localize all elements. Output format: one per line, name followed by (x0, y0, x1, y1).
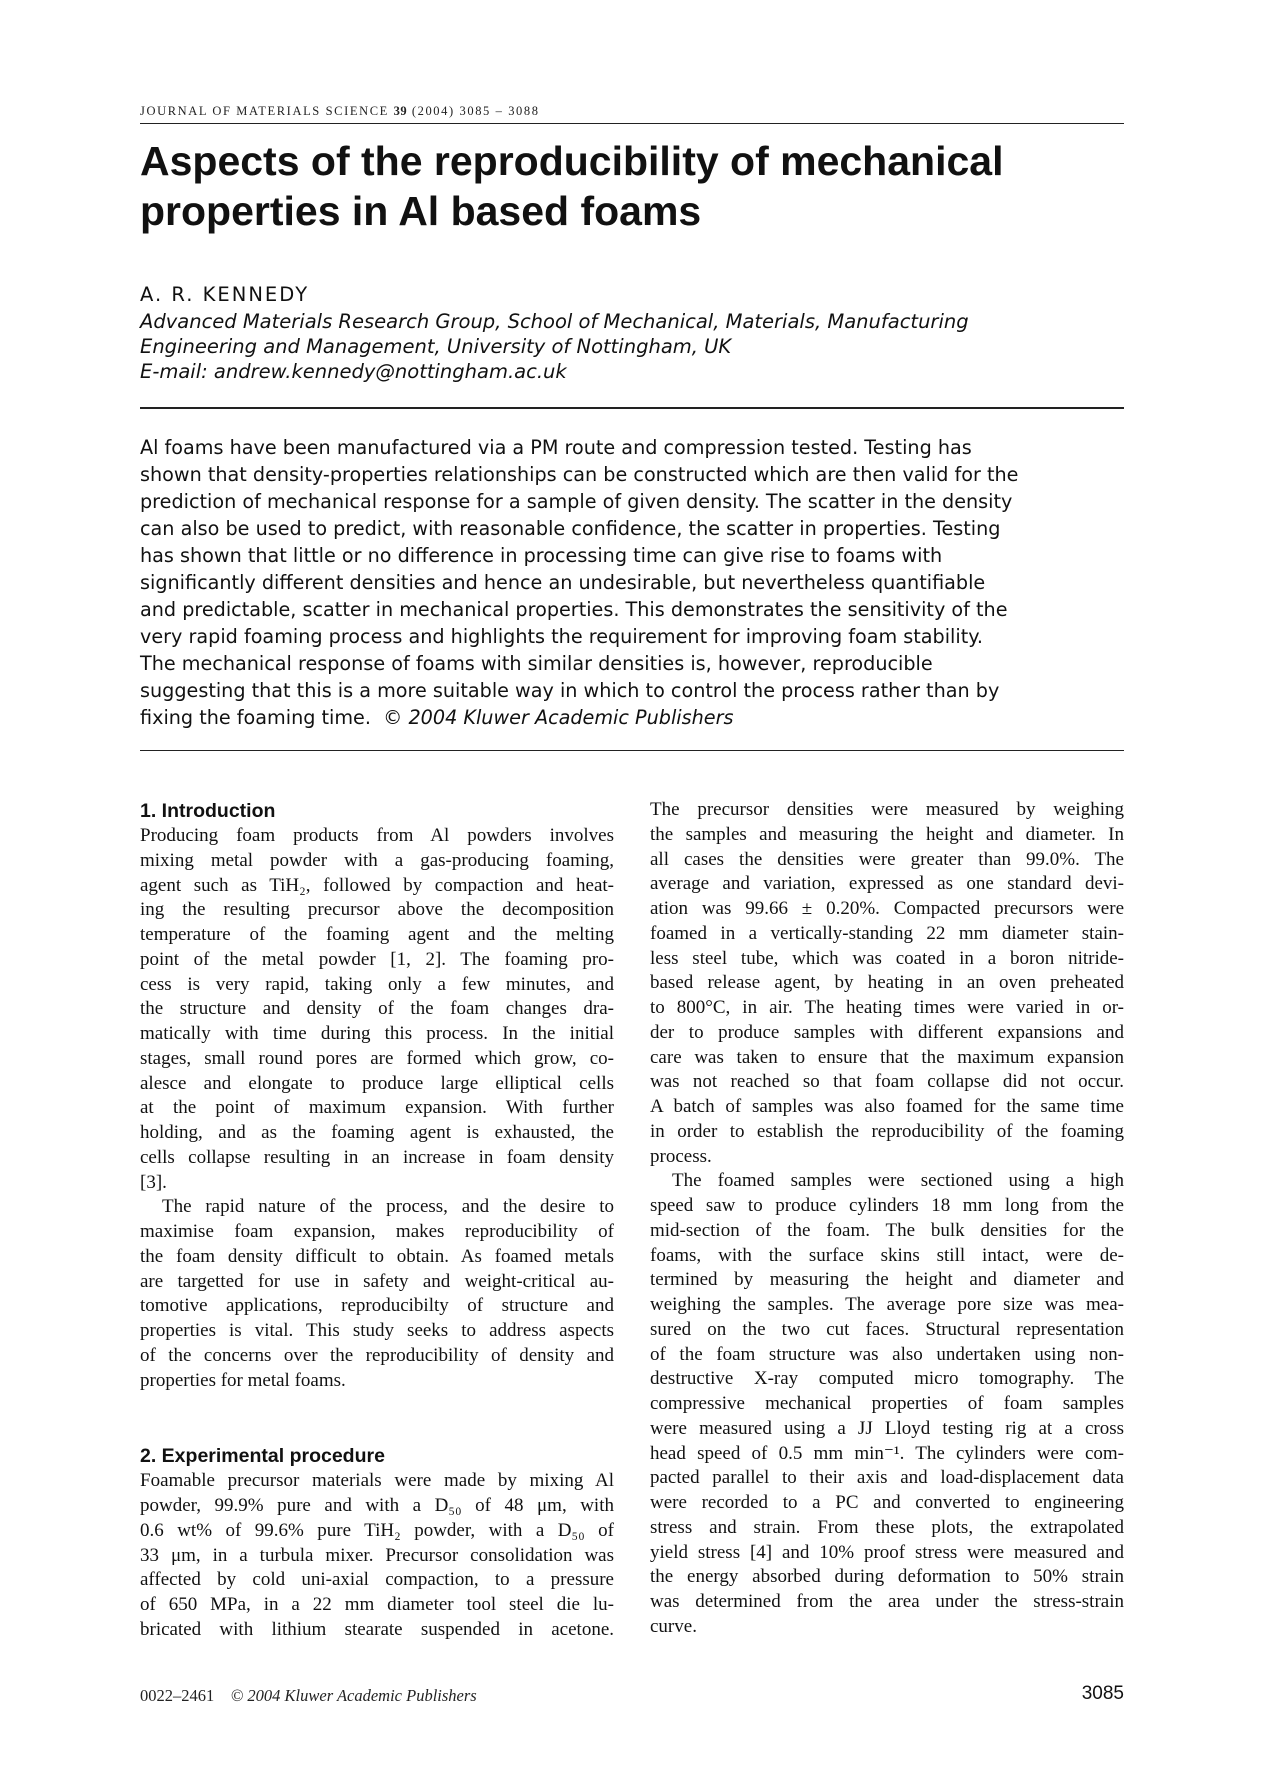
text-line: powder, 99.9% pure and with a D₅₀ of 48 μm, with (140, 1495, 614, 1516)
text-line: foamed in a vertically-standing 22 mm diameter stain- (650, 922, 1124, 944)
text-line: were recorded to a PC and converted to engineering (650, 1492, 1124, 1513)
footer-issn-copyright (140, 1686, 477, 1706)
abstract-line: very rapid foaming process and highlights the requirement for improving foam stability. (140, 625, 983, 648)
text-line: yield stress [4] and 10% proof stress were measured and (650, 1541, 1124, 1563)
journal-year-pages: (2004) 3085 – 3088 (411, 104, 540, 118)
text-line: [3]. (140, 1171, 167, 1193)
text-line: foams, with the surface skins still intact, were de- (650, 1244, 1124, 1266)
text-line: The foamed samples were sectioned using a high (672, 1170, 1124, 1192)
experimental-paragraph-3 (650, 1169, 1124, 1639)
text-line: to 800°C, in air. The heating times were varied in or- (650, 997, 1124, 1018)
text-line: speed saw to produce cylinders 18 mm long from the (650, 1195, 1124, 1216)
text-line: was not reached so that foam collapse did not occur. (650, 1071, 1124, 1093)
text-line: all cases the densities were greater than 99.0%. The (650, 848, 1124, 870)
abstract-line: suggesting that this is a more suitable way in which to control the process rather than by (140, 679, 1000, 702)
section-gap (140, 1393, 614, 1443)
abstract-bottom-rule (140, 750, 1124, 751)
text-line: compressive mechanical properties of foam samples (650, 1393, 1124, 1414)
paper-title (140, 136, 1124, 236)
text-line: care was taken to ensure that the maximum expansion (650, 1046, 1124, 1068)
text-line: cess is very rapid, taking only a few minutes, and (140, 973, 614, 995)
text-line: was determined from the area under the stress-strain (650, 1591, 1124, 1612)
text-line: process. (650, 1145, 712, 1167)
text-line: properties is vital. This study seeks to address aspects (140, 1320, 614, 1341)
text-line: were measured using a JJ Lloyd testing rig at a cross (650, 1417, 1124, 1439)
abstract-line: has shown that little or no difference in processing time can give rise to foams with (140, 544, 943, 567)
text-line: 0.6 wt% of 99.6% pure TiH₂ powder, with a D₅₀ of (140, 1519, 614, 1541)
abstract-last-text: fixing the foaming time. (140, 706, 371, 729)
text-line: ation was 99.66 ± 0.20%. Compacted precursors were (650, 898, 1124, 919)
text-line: agent such as TiH₂, followed by compaction and heat- (140, 874, 614, 896)
text-line: affected by cold uni-axial compaction, to a pressure (140, 1569, 614, 1591)
intro-paragraph-1 (140, 824, 614, 1195)
text-line: weighing the samples. The average pore size was mea- (650, 1294, 1124, 1315)
title-line: properties in Al based foams (140, 188, 702, 234)
abstract-line: Al foams have been manufactured via a PM route and compression tested. Testing has (140, 436, 972, 459)
text-line: the energy absorbed during deformation to 50% strain (650, 1566, 1124, 1588)
author-email: E-mail: andrew.kennedy@nottingham.ac.uk (140, 360, 567, 383)
journal-volume: 39 (393, 104, 408, 118)
text-line: less steel tube, which was coated in a boron nitride- (650, 947, 1124, 969)
header-rule (140, 123, 1124, 124)
author-affiliation (140, 309, 1124, 384)
footer-issn: 0022–2461 (140, 1686, 215, 1705)
abstract-line (140, 704, 1124, 731)
abstract-line: can also be used to predict, with reasonable confidence, the scatter in properties. Testing (140, 517, 1001, 540)
text-line: The rapid nature of the process, and the desire to (162, 1196, 614, 1218)
text-line: based release agent, by heating in an oven preheated (650, 972, 1124, 994)
text-line: head speed of 0.5 mm min⁻¹. The cylinders were com- (650, 1442, 1124, 1464)
right-column (650, 798, 1124, 1640)
text-line: the samples and measuring the height and diameter. In (650, 823, 1124, 845)
abstract-line: prediction of mechanical response for a sample of given density. The scatter in the density (140, 490, 1013, 513)
text-line: cells collapse resulting in an increase in foam density (140, 1146, 614, 1168)
text-line: matically with time during this process. In the initial (140, 1023, 614, 1044)
experimental-paragraph-1 (140, 1469, 614, 1642)
footer-copyright: © 2004 Kluwer Academic Publishers (230, 1686, 477, 1705)
text-line: bricated with lithium stearate suspended in acetone. (140, 1618, 614, 1640)
text-line: A batch of samples was also foamed for the same time (650, 1096, 1124, 1117)
text-line: alesce and elongate to produce large elliptical cells (140, 1072, 614, 1094)
journal-name: JOURNAL OF MATERIALS SCIENCE (140, 104, 389, 118)
text-line: The precursor densities were measured by weighing (650, 799, 1124, 820)
text-line: 33 μm, in a turbula mixer. Precursor consolidation was (140, 1544, 614, 1566)
text-line: maximise foam expansion, makes reproducibility of (140, 1221, 614, 1242)
abstract-line: shown that density-properties relationships can be constructed which are then valid for the (140, 463, 1019, 486)
text-line: stress and strain. From these plots, the extrapolated (650, 1516, 1124, 1538)
abstract (140, 434, 1124, 731)
text-line: of the foam structure was also undertaken using non- (650, 1343, 1124, 1365)
text-line: destructive X-ray computed micro tomography. The (650, 1368, 1124, 1390)
text-line: temperature of the foaming agent and the melting (140, 924, 614, 945)
text-line: sured on the two cut faces. Structural representation (650, 1318, 1124, 1340)
affiliation-line: Advanced Materials Research Group, School of Mechanical, Materials, Manufacturing (140, 310, 969, 333)
text-line: pacted parallel to their axis and load-displacement data (650, 1467, 1124, 1489)
title-line: Aspects of the reproducibility of mechanical (140, 138, 1004, 184)
text-line: the structure and density of the foam changes dra- (140, 998, 614, 1020)
text-line: are targetted for use in safety and weight-critical au- (140, 1270, 614, 1292)
text-line: of 650 MPa, in a 22 mm diameter tool steel die lu- (140, 1594, 614, 1615)
affiliation-line: Engineering and Management, University of Nottingham, UK (140, 335, 732, 358)
text-line: termined by measuring the height and diameter and (650, 1269, 1124, 1291)
text-line: the foam density difficult to obtain. As foamed metals (140, 1245, 614, 1267)
abstract-line: The mechanical response of foams with similar densities is, however, reproducible (140, 652, 933, 675)
text-line: in order to establish the reproducibility of the foaming (650, 1120, 1124, 1142)
text-line: ing the resulting precursor above the decomposition (140, 899, 614, 921)
abstract-line: significantly different densities and hence an undesirable, but nevertheless quantifiable (140, 571, 986, 594)
text-line: Foamable precursor materials were made by mixing Al (140, 1470, 614, 1492)
page-number: 3085 (1081, 1683, 1124, 1704)
abstract-top-rule (140, 407, 1124, 409)
text-line: average and variation, expressed as one standard devi- (650, 873, 1124, 895)
left-column (140, 798, 614, 1643)
author-name: A. R. KENNEDY (140, 283, 310, 306)
text-line: Producing foam products from Al powders involves (140, 825, 614, 846)
text-line: at the point of maximum expansion. With further (140, 1097, 614, 1119)
text-line: mixing metal powder with a gas-producing foaming, (140, 849, 614, 871)
text-line: of the concerns over the reproducibility of density and (140, 1344, 614, 1366)
running-head (140, 104, 1124, 119)
text-line: stages, small round pores are formed which grow, co- (140, 1047, 614, 1069)
abstract-line: and predictable, scatter in mechanical properties. This demonstrates the sensitivity of the (140, 598, 1008, 621)
experimental-paragraph-2 (650, 798, 1124, 1169)
text-line: holding, and as the foaming agent is exhausted, the (140, 1122, 614, 1143)
text-line: properties for metal foams. (140, 1369, 346, 1391)
section-heading-experimental: 2. Experimental procedure (140, 1445, 385, 1468)
text-line: der to produce samples with different expansions and (650, 1021, 1124, 1043)
abstract-copyright: © 2004 Kluwer Academic Publishers (383, 706, 734, 729)
text-line: mid-section of the foam. The bulk densities for the (650, 1219, 1124, 1241)
intro-paragraph-2 (140, 1195, 614, 1393)
text-line: point of the metal powder [1, 2]. The foaming pro- (140, 948, 614, 970)
section-heading-introduction: 1. Introduction (140, 800, 276, 822)
text-line: curve. (650, 1615, 697, 1637)
text-line: tomotive applications, reproducibilty of structure and (140, 1295, 614, 1317)
